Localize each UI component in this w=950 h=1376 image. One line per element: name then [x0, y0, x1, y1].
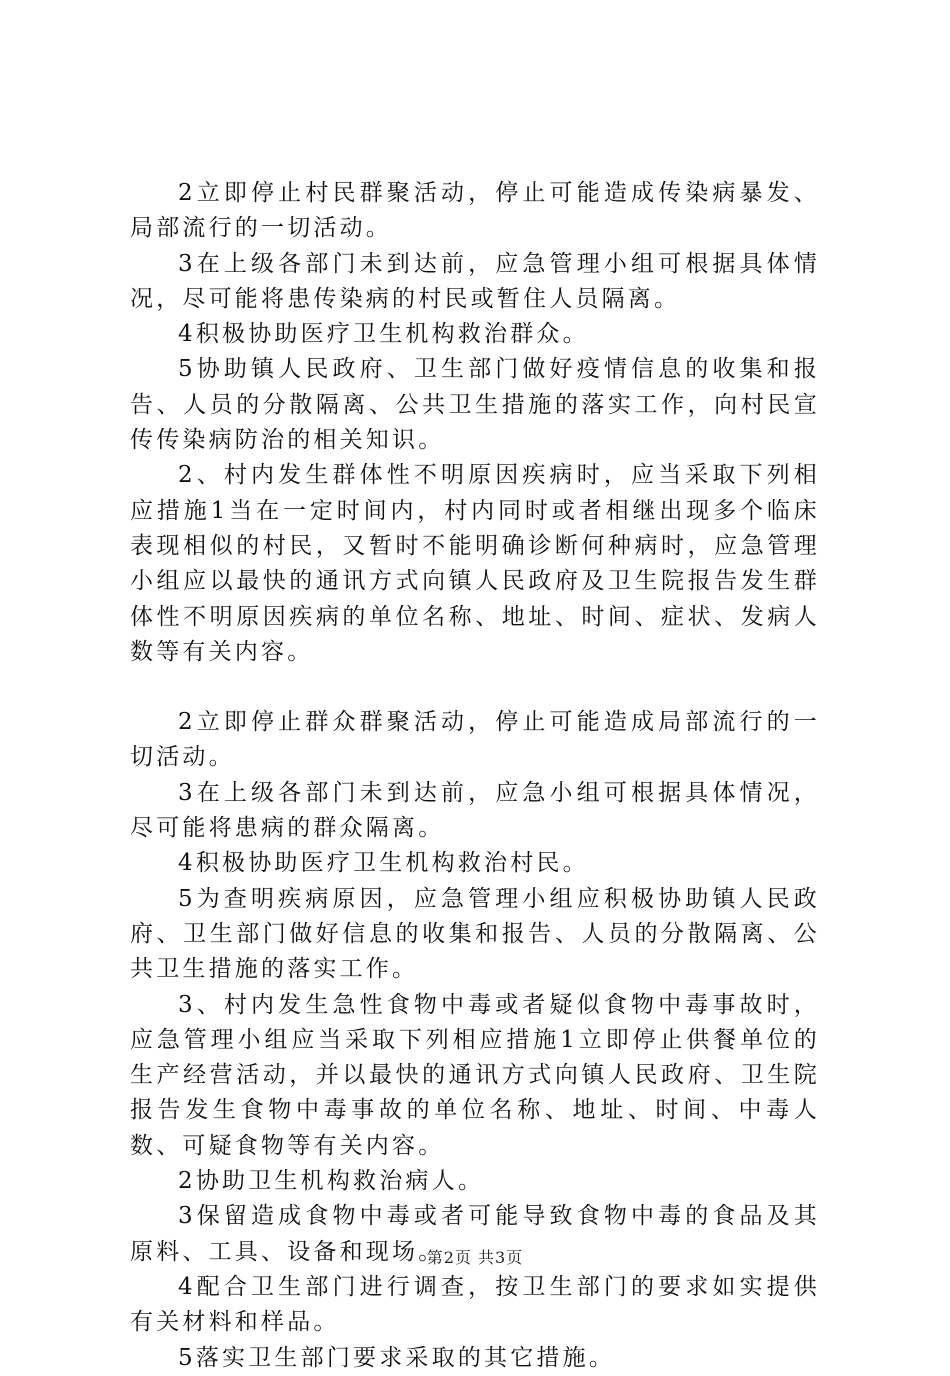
paragraph-12: 3保留造成食物中毒或者可能导致食物中毒的食品及其原料、工具、设备和现场。	[130, 1203, 820, 1265]
paragraph-11: 2协助卫生机构救治病人。	[178, 1168, 485, 1195]
paragraph-7: 3在上级各部门未到达前，应急小组可根据具体情况，尽可能将患病的群众隔离。	[130, 779, 820, 842]
paragraph-3: 4积极协助医疗卫生机构救治群众。	[178, 321, 589, 348]
paragraph-2: 3在上级各部门未到达前，应急管理小组可根据具体情况，尽可能将患传染病的村民或暂住人员隔离。	[130, 250, 820, 312]
paragraph-5: 2、村内发生群体性不明原因疾病时，应当采取下列相应措施1当在一定时间内，村内同时或者相继出现多个临床表现相似的村民，又暂时不能明确诊断何种病时，应急管理小组应以最快的通讯方式向镇人民政府及卫生院报告发生群体性不明原因疾病的单位名称、地址、时间、症状、发病人数等有关内容。	[130, 462, 820, 665]
paragraph-8: 4积极协助医疗卫生机构救治村民。	[178, 850, 589, 877]
paragraph-13: 4配合卫生部门进行调查，按卫生部门的要求如实提供有关材料和样品。	[130, 1273, 820, 1336]
page-footer: 第2页 共3页	[426, 1248, 524, 1267]
paragraph-9: 5为查明疾病原因，应急管理小组应积极协助镇人民政府、卫生部门做好信息的收集和报告、人员的分散隔离、公共卫生措施的落实工作。	[130, 885, 820, 983]
paragraph-1: 2立即停止村民群聚活动，停止可能造成传染病暴发、局部流行的一切活动。	[130, 180, 820, 242]
paragraph-10: 3、村内发生急性食物中毒或者疑似食物中毒事故时，应急管理小组应当采取下列相应措施1立即停止供餐单位的生产经营活动，并以最快的通讯方式向镇人民政府、卫生院报告发生食物中毒事故的单位名称、地址、时间、中毒人数、可疑食物等有关内容。	[130, 991, 820, 1159]
document-body	[130, 176, 820, 1376]
paragraph-6: 2立即停止群众群聚活动，停止可能造成局部流行的一切活动。	[130, 709, 820, 771]
paragraph-14: 5落实卫生部门要求采取的其它措施。	[178, 1344, 616, 1371]
paragraph-4: 5协助镇人民政府、卫生部门做好疫情信息的收集和报告、人员的分散隔离、公共卫生措施的落实工作，向村民宣传传染病防治的相关知识。	[130, 356, 820, 454]
